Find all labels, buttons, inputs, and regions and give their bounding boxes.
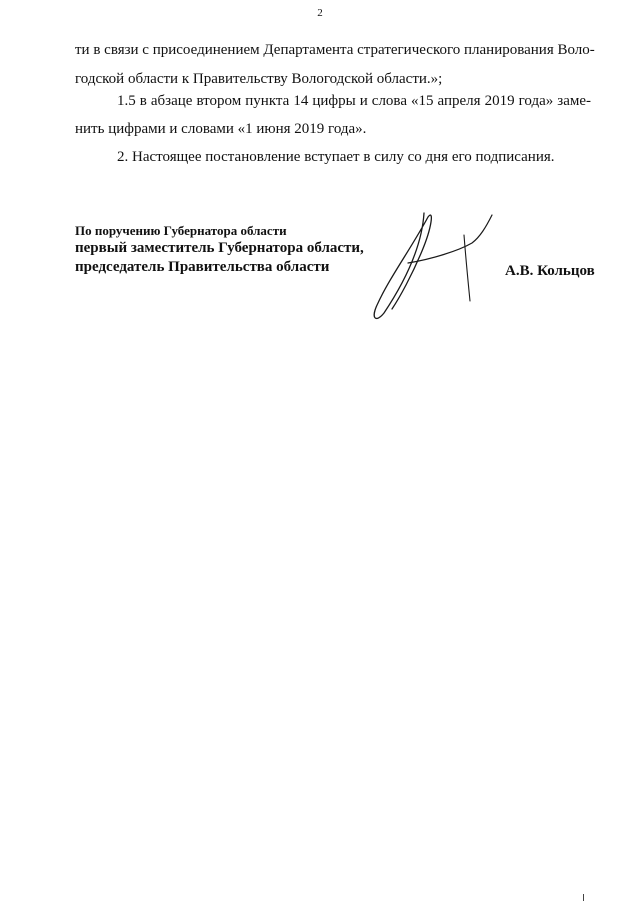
paragraph-1-line-2: годской области к Правительству Вологодской области.»; [75, 71, 443, 87]
signer-name: А.В. Кольцов [505, 263, 595, 279]
scan-mark [583, 894, 584, 901]
paragraph-2-line-1: 1.5 в абзаце втором пункта 14 цифры и слова «15 апреля 2019 года» заме- [117, 93, 591, 109]
signatory-position-line-2: председатель Правительства области [75, 259, 330, 275]
paragraph-2-line-2: нить цифрами и словами «1 июня 2019 года». [75, 121, 367, 137]
signatory-position-block [75, 222, 364, 277]
page-number: 2 [317, 7, 323, 19]
paragraph-3-line-1: 2. Настоящее постановление вступает в силу со дня его подписания. [117, 149, 555, 165]
paragraph-1-line-1: ти в связи с присоединением Департамента стратегического планирования Воло- [75, 42, 595, 58]
signatory-position-line-1: первый заместитель Губернатора области, [75, 240, 364, 256]
signatory-instruction: По поручению Губернатора области [75, 223, 287, 238]
handwritten-signature [362, 205, 502, 325]
